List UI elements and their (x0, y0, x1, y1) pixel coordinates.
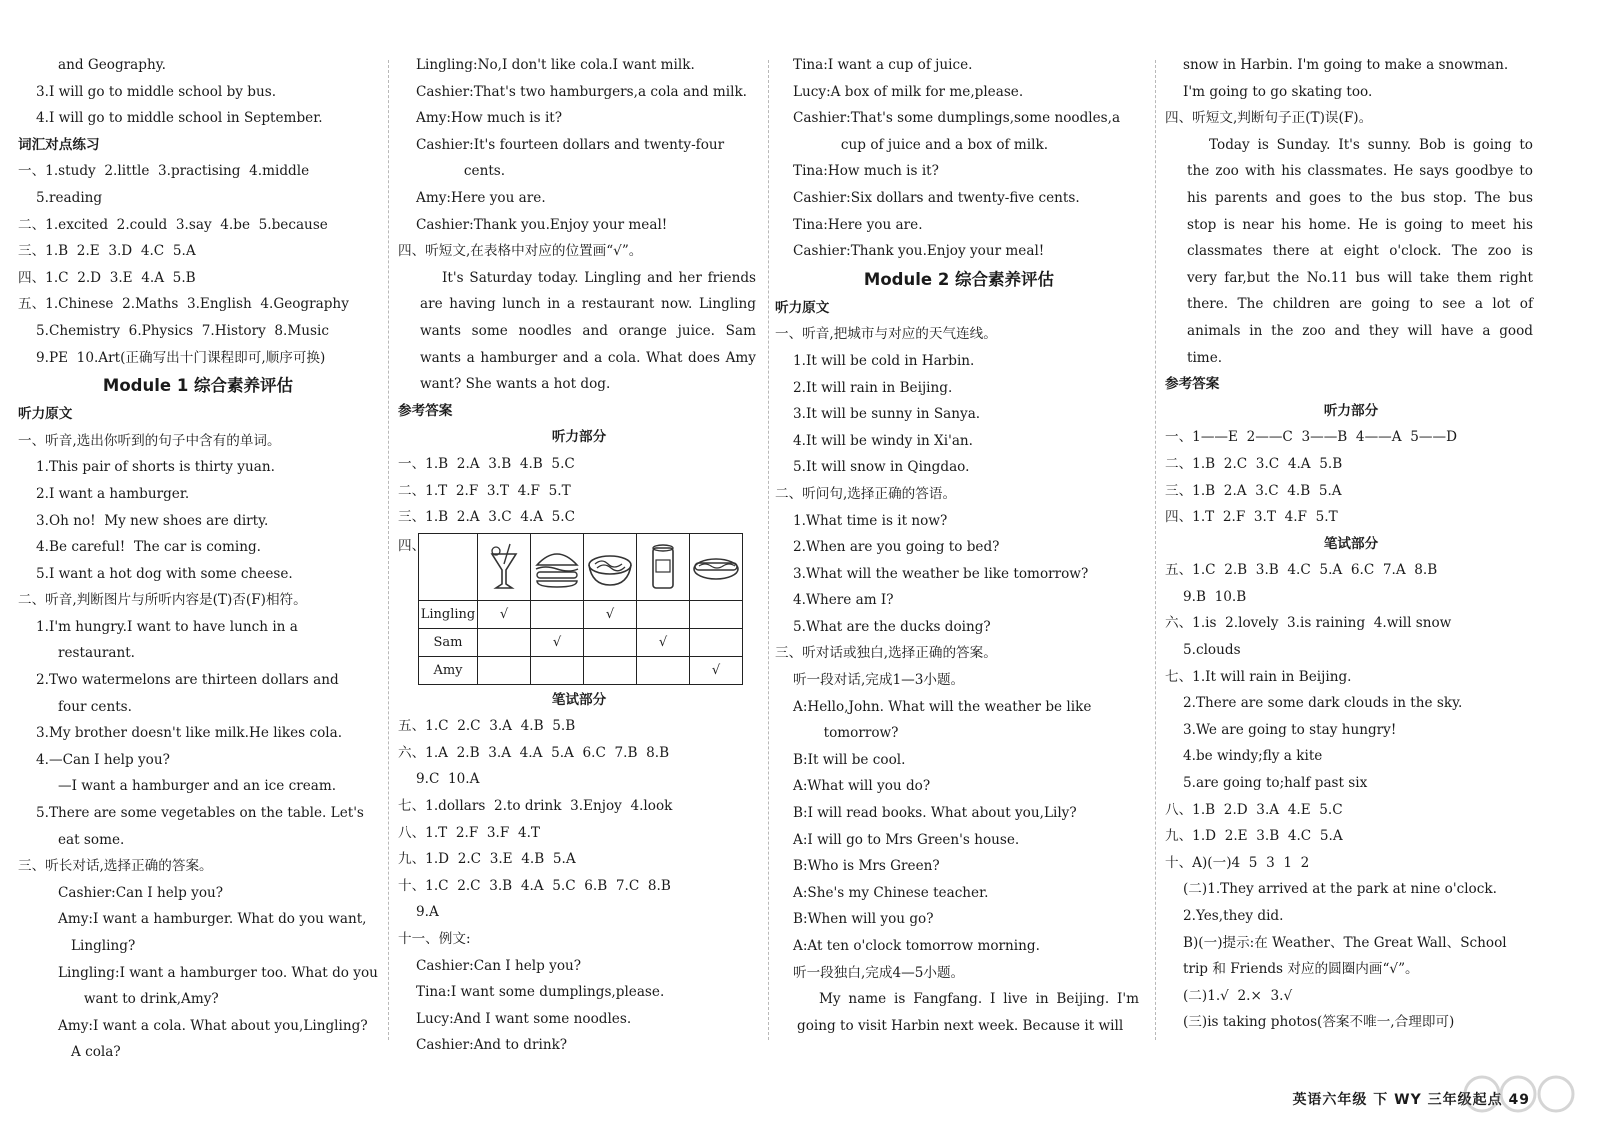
text-line: cup of juice and a box of milk. (815, 136, 1049, 153)
text-line: Module 2 综合素养评估 (863, 269, 1055, 289)
paragraph-line: want? She wants a hot dog. (420, 376, 611, 393)
text-line: 听力原文 (18, 406, 73, 423)
text-line: 八、1.B 2.D 3.A 4.E 5.C (1165, 801, 1343, 818)
text-line: 3.We are going to stay hungry! (1183, 721, 1397, 738)
text-line: 九、1.D 2.C 3.E 4.B 5.A (398, 851, 576, 868)
row-name: Sam (419, 628, 478, 656)
text-line: 九、1.D 2.E 3.B 4.C 5.A (1165, 828, 1343, 845)
page-footer: 英语六年级 下 WY 三年级起点 49 (1292, 1092, 1530, 1108)
text-line: 4.Where am I? (793, 592, 894, 609)
text-line: 4.Be careful! The car is coming. (36, 539, 262, 556)
cola-icon (637, 533, 690, 600)
tick-cell (478, 628, 531, 656)
text-line: A:What will you do? (793, 778, 931, 795)
text-line: tomorrow? (815, 725, 899, 742)
tick-cell: √ (690, 656, 743, 684)
text-line: 3.What will the weather be like tomorrow? (793, 565, 1089, 582)
text-line: 五、1.Chinese 2.Maths 3.English 4.Geography (18, 296, 349, 313)
table-row (419, 600, 743, 628)
text-line: (二)1.They arrived at the park at nine o'clock. (1183, 881, 1497, 898)
tick-cell (478, 656, 531, 684)
text-line: 三、听长对话,选择正确的答案。 (18, 858, 213, 875)
text-line: Cashier:That's two hamburgers,a cola and milk. (416, 83, 748, 100)
text-line: Tina:Here you are. (793, 216, 923, 233)
food-tick-table (418, 533, 743, 685)
text-line: 9.C 10.A (416, 771, 480, 788)
text-line: 听力原文 (775, 299, 830, 316)
text-line: 七、1.dollars 2.to drink 3.Enjoy 4.look (398, 798, 673, 815)
text-line: 听力部分 (1323, 402, 1379, 419)
text-line: 二、听问句,选择正确的答语。 (775, 485, 957, 502)
text-line: 4.—Can I help you? (36, 751, 170, 768)
text-line: (二)1.√ 2.× 3.√ (1183, 987, 1293, 1004)
text-line: 一、1.B 2.A 3.B 4.B 5.C (398, 455, 575, 472)
text-line: eat some. (58, 831, 125, 848)
text-line: Lingling:I want a hamburger too. What do you (58, 964, 378, 981)
text-line: 听一段对话,完成1—3小题。 (793, 672, 965, 689)
text-line: 9.B 10.B (1183, 588, 1247, 605)
table-row (419, 656, 743, 684)
text-line: 一、1——E 2——C 3——B 4——A 5——D (1165, 429, 1457, 446)
column-divider (1155, 60, 1156, 1040)
text-line: 二、听音,判断图片与所听内容是(T)否(F)相符。 (18, 592, 307, 609)
text-line: —I want a hamburger and an ice cream. (58, 778, 337, 795)
text-line: Cashier:Can I help you? (416, 957, 582, 974)
listening-passage (398, 265, 760, 398)
paragraph-line: stop is near his home. He is going to meet his (1187, 216, 1533, 233)
table-label: 四、 (398, 537, 426, 554)
text-line: 一、听音,把城市与对应的天气连线。 (775, 326, 997, 343)
tick-cell (531, 600, 584, 628)
text-line: Cashier:And to drink? (416, 1037, 568, 1054)
text-line: Module 1 综合素养评估 (102, 376, 294, 396)
text-line: 四、1.T 2.F 3.T 4.F 5.T (1165, 509, 1338, 526)
text-line: Tina:I want a cup of juice. (793, 57, 973, 73)
text-line: 5.Chemistry 6.Physics 7.History 8.Music (36, 322, 329, 339)
column-divider (388, 60, 389, 1040)
tick-cell (637, 600, 690, 628)
text-line: 2.When are you going to bed? (793, 539, 1000, 556)
text-line: 4.be windy;fly a kite (1183, 748, 1323, 765)
paragraph-line: his parents and goes to the bus stop. The bus (1187, 189, 1533, 206)
paragraph-line: very far,but the No.11 bus will take them right (1187, 269, 1533, 286)
tick-cell (690, 628, 743, 656)
text-line: Cashier:That's some dumplings,some noodles,a (793, 110, 1121, 127)
text-line: 5.There are some vegetables on the table. Let's (36, 805, 364, 822)
hotdog-icon (690, 533, 743, 600)
column-divider (768, 60, 769, 1040)
text-line: 四、听短文,判断句子正(T)误(F)。 (1165, 110, 1373, 127)
text-line: 一、1.study 2.little 3.practising 4.middle (18, 163, 310, 180)
text-line: Amy:Here you are. (416, 189, 546, 206)
text-line: Amy:I want a hamburger. What do you want, (58, 911, 367, 928)
text-line: 2.There are some dark clouds in the sky. (1183, 695, 1463, 712)
text-line: want to drink,Amy? (58, 991, 219, 1008)
paragraph-line: wants a hamburger and a cola. What does Amy (420, 349, 756, 366)
tick-cell (584, 628, 637, 656)
text-line: 二、1.B 2.C 3.C 4.A 5.B (1165, 455, 1343, 472)
text-line: trip 和 Friends 对应的圆圈内画“√”。 (1183, 961, 1419, 978)
text-line: Cashier:Six dollars and twenty-five cents. (793, 189, 1080, 206)
column-2 (398, 52, 760, 1059)
tick-cell (690, 600, 743, 628)
text-line: Cashier:Thank you.Enjoy your meal! (416, 216, 668, 233)
text-line: 4.I will go to middle school in September. (36, 110, 323, 127)
column-4 (1165, 52, 1537, 1036)
text-line: 一、听音,选出你听到的句子中含有的单词。 (18, 432, 281, 449)
text-line: 笔试部分 (551, 691, 607, 708)
juice-icon (478, 533, 531, 600)
text-line: 十、A)(一)4 5 3 1 2 (1165, 854, 1310, 871)
text-line: Amy:How much is it? (416, 110, 563, 127)
text-line: 2.Yes,they did. (1183, 908, 1284, 924)
text-line: I'm going to go skating too. (1183, 83, 1373, 100)
bob-zoo-passage (1165, 132, 1537, 371)
paragraph-line: going to visit Harbin next week. Because it will (797, 1017, 1124, 1034)
text-line: 2.I want a hamburger. (36, 485, 190, 502)
text-line: 5.clouds (1183, 642, 1241, 659)
text-line: 听力部分 (551, 429, 607, 446)
paragraph-line: time. (1187, 349, 1223, 366)
text-line: 六、1.is 2.lovely 3.is raining 4.will snow (1165, 615, 1452, 632)
text-line: 1.It will be cold in Harbin. (793, 352, 975, 369)
paragraph-line: My name is Fangfang. I live in Beijing. I'm (819, 991, 1139, 1008)
text-line: Lucy:A box of milk for me,please. (793, 83, 1024, 100)
table-row (419, 628, 743, 656)
text-line: (三)is taking photos(答案不唯一,合理即可) (1183, 1014, 1455, 1031)
text-line: A:She's my Chinese teacher. (793, 884, 989, 901)
text-line: 5.I want a hot dog with some cheese. (36, 565, 293, 582)
text-line: Lingling:No,I don't like cola.I want milk. (416, 57, 695, 73)
paragraph-line: animals in the zoo and they will have a good (1187, 322, 1533, 339)
noodles-icon (584, 533, 637, 600)
text-line: A:Hello,John. What will the weather be like (793, 698, 1092, 715)
text-line: restaurant. (58, 645, 135, 662)
text-line: 3.I will go to middle school by bus. (36, 83, 277, 100)
text-line: 三、1.B 2.A 3.C 4.A 5.C (398, 509, 576, 526)
text-line: and Geography. (58, 57, 166, 73)
text-line: 词汇对点练习 (18, 136, 100, 153)
paragraph-line: are having lunch in a restaurant now. Lingling (420, 296, 756, 313)
tick-cell: √ (531, 628, 584, 656)
text-line: B:Who is Mrs Green? (793, 858, 940, 875)
text-line: 4.It will be windy in Xi'an. (793, 432, 973, 449)
text-line: Tina:I want some dumplings,please. (416, 984, 665, 1001)
text-line: 五、1.C 2.B 3.B 4.C 5.A 6.C 7.A 8.B (1165, 562, 1438, 579)
text-line: 3.Oh no! My new shoes are dirty. (36, 512, 269, 529)
text-line: 三、听对话或独白,选择正确的答案。 (775, 645, 997, 662)
text-line: 四、1.C 2.D 3.E 4.A 5.B (18, 269, 196, 286)
text-line: 听一段独白,完成4—5小题。 (793, 964, 965, 981)
text-line: Lucy:And I want some noodles. (416, 1010, 632, 1027)
text-line: 9.PE 10.Art(正确写出十门课程即可,顺序可换) (36, 349, 326, 366)
mxqe-watermark-logo (1460, 1071, 1580, 1117)
tick-cell (637, 656, 690, 684)
text-line: 三、1.B 2.A 3.C 4.B 5.A (1165, 482, 1342, 499)
paragraph-line: Today is Sunday. It's sunny. Bob is going to (1209, 136, 1533, 153)
text-line: B:When will you go? (793, 911, 934, 928)
food-tick-table-wrap (398, 533, 760, 685)
text-line: A:I will go to Mrs Green's house. (793, 831, 1020, 848)
hamburger-icon (531, 533, 584, 600)
text-line: 六、1.A 2.B 3.A 4.A 5.A 6.C 7.B 8.B (398, 744, 670, 761)
paragraph-line: the zoo with his classmates. He says goodbye to (1187, 163, 1533, 180)
paragraph-line: It's Saturday today. Lingling and her friends (442, 269, 756, 286)
text-line: 5.are going to;half past six (1183, 775, 1368, 792)
text-line: Amy:I want a cola. What about you,Lingling? (58, 1017, 368, 1034)
text-line: 七、1.It will rain in Beijing. (1165, 668, 1352, 685)
text-line: 笔试部分 (1323, 535, 1379, 552)
paragraph-line: wants some noodles and orange juice. Sam (420, 322, 756, 339)
text-line: 2.It will rain in Beijing. (793, 379, 953, 396)
tick-cell: √ (637, 628, 690, 656)
text-line: 五、1.C 2.C 3.A 4.B 5.B (398, 718, 576, 735)
text-line: cents. (438, 163, 506, 180)
monologue-passage (775, 986, 1143, 1039)
text-line: 二、1.T 2.F 3.T 4.F 5.T (398, 482, 571, 499)
text-line: Cashier:Can I help you? (58, 884, 224, 901)
text-line: B)(一)提示:在 Weather、The Great Wall、School (1183, 934, 1507, 951)
text-line: 十一、例文: (398, 931, 471, 948)
text-line: 十、1.C 2.C 3.B 4.A 5.C 6.B 7.C 8.B (398, 877, 671, 894)
text-line: B:I will read books. What about you,Lily? (793, 805, 1077, 822)
text-line: Tina:How much is it? (793, 163, 939, 180)
row-name: Lingling (419, 600, 478, 628)
text-line: 5.reading (36, 189, 103, 206)
text-line: 三、1.B 2.E 3.D 4.C 5.A (18, 243, 196, 260)
text-line: 参考答案 (1165, 376, 1220, 393)
text-line: 1.This pair of shorts is thirty yuan. (36, 459, 275, 476)
text-line: A:At ten o'clock tomorrow morning. (793, 938, 1040, 954)
text-line: 1.I'm hungry.I want to have lunch in a (36, 618, 298, 635)
paragraph-line: there. The children are going to see a lot of (1187, 296, 1533, 313)
text-line: 3.It will be sunny in Sanya. (793, 406, 981, 423)
text-line: 5.What are the ducks doing? (793, 618, 991, 635)
text-line: Cashier:It's fourteen dollars and twenty-four (416, 136, 725, 153)
text-line: 参考答案 (398, 402, 453, 419)
text-line: 二、1.excited 2.could 3.say 4.be 5.because (18, 216, 328, 233)
text-line: four cents. (58, 698, 132, 715)
tick-cell: √ (584, 600, 637, 628)
row-name: Amy (419, 656, 478, 684)
column-1 (18, 52, 378, 1066)
text-line: B:It will be cool. (793, 751, 906, 768)
text-line: 2.Two watermelons are thirteen dollars and (36, 672, 339, 689)
text-line: Lingling? (58, 938, 136, 954)
table-corner-cell (419, 533, 478, 600)
text-line: 3.My brother doesn't like milk.He likes cola. (36, 725, 343, 742)
text-line: 5.It will snow in Qingdao. (793, 459, 970, 476)
text-line: 1.What time is it now? (793, 512, 948, 529)
paragraph-line: classmates there at eight o'clock. The zoo is (1187, 243, 1533, 260)
tick-cell (531, 656, 584, 684)
text-line: snow in Harbin. I'm going to make a snowman. (1183, 57, 1509, 73)
text-line: 四、听短文,在表格中对应的位置画“√”。 (398, 243, 643, 260)
tick-cell (584, 656, 637, 684)
text-line: A cola? (58, 1044, 121, 1061)
tick-cell: √ (478, 600, 531, 628)
text-line: 9.A (416, 904, 439, 921)
text-line: Cashier:Thank you.Enjoy your meal! (793, 243, 1045, 260)
text-line: 八、1.T 2.F 3.F 4.T (398, 824, 540, 841)
column-3 (775, 52, 1143, 1039)
